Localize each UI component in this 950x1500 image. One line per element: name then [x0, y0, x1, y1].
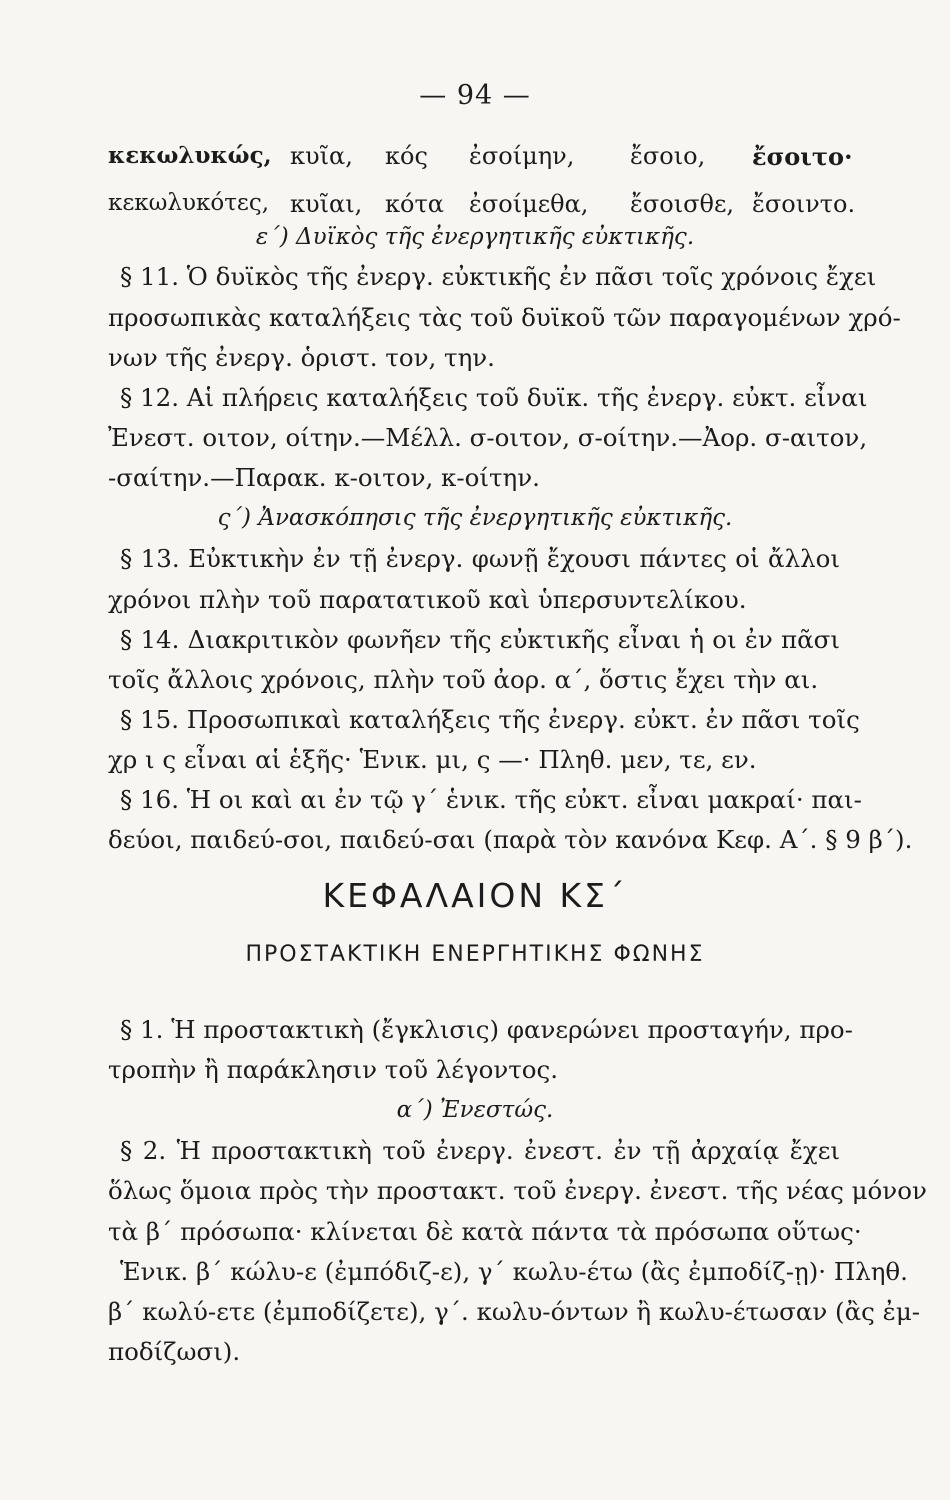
paragraph-line: Ἐνεστ. οιτον, οίτην.—Μέλλ. σ-οιτον, σ-οίτην.—Ἀορ. σ-αιτον,	[108, 423, 868, 452]
paragraph-line: § 2. Ἡ προστακτικὴ τοῦ ἐνεργ. ἐνεστ. ἐν τῇ ἀρχαίᾳ ἔχει	[120, 1136, 840, 1165]
table-cell: κεκωλυκότες,	[108, 190, 270, 216]
paragraph-line: τροπὴν ἢ παράκλησιν τοῦ λέγοντος.	[108, 1055, 559, 1084]
table-cell: ἔσοισθε,	[630, 190, 735, 218]
paragraph-line: νων τῆς ἐνεργ. ὁριστ. τον, την.	[108, 343, 495, 372]
paragraph-line: § 16. Ἡ οι καὶ αι ἐν τῷ γ΄ ἑνικ. τῆς εὐκτ. εἶναι μακραί· παι-	[120, 785, 862, 814]
table-cell: κυῖα,	[290, 142, 353, 170]
paragraph-line: χρόνοι πλὴν τοῦ παρατατικοῦ καὶ ὑπερσυντελίκου.	[108, 585, 747, 614]
table-cell: ἐσοίμεθα,	[469, 190, 589, 218]
paragraph-line: § 1. Ἡ προστακτικὴ (ἔγκλισις) φανερώνει προσταγήν, προ-	[120, 1015, 853, 1044]
paragraph-line: προσωπικὰς καταλήξεις τὰς τοῦ δυϊκοῦ τῶν παραγομένων χρό-	[108, 303, 901, 332]
section-heading: ε΄) Δυϊκὸς τῆς ἐνεργητικῆς εὐκτικῆς.	[255, 224, 695, 250]
paragraph-line: τοῖς ἄλλοις χρόνοις, πλὴν τοῦ ἀορ. α΄, ὅστις ἔχει τὴν αι.	[108, 665, 819, 694]
paragraph-line: -σαίτην.—Παρακ. κ-οιτον, κ-οίτην.	[108, 463, 540, 492]
chapter-title: ΚΕΦΑΛΑΙΟΝ ΚΣ΄	[322, 876, 628, 915]
table-cell: κυῖαι,	[290, 190, 363, 218]
paragraph-line: ὅλως ὅμοια πρὸς τὴν προστακτ. τοῦ ἐνεργ. ἐνεστ. τῆς νέας μόνον	[108, 1176, 927, 1205]
table-cell: κεκωλυκώς,	[108, 142, 272, 169]
paragraph-line: § 12. Αἱ πλήρεις καταλήξεις τοῦ δυϊκ. τῆς ἐνεργ. εὐκτ. εἶναι	[120, 383, 868, 412]
page-number: — 94 —	[419, 80, 531, 111]
paragraph-line: § 15. Προσωπικαὶ καταλήξεις τῆς ἐνεργ. εὐκτ. ἐν πᾶσι τοῖς	[120, 705, 860, 734]
paragraph-line: § 11. Ὁ δυϊκὸς τῆς ἐνεργ. εὐκτικῆς ἐν πᾶσι τοῖς χρόνοις ἔχει	[120, 262, 877, 291]
table-cell: ἔσοιο,	[630, 142, 706, 170]
section-heading: α΄) Ἐνεστώς.	[396, 1097, 554, 1123]
paragraph-line: δεύοι, παιδεύ-σοι, παιδεύ-σαι (παρὰ τὸν κανόνα Κεφ. Α΄. § 9 β΄).	[108, 825, 913, 854]
section-heading: ς΄) Ἀνασκόπησις τῆς ἐνεργητικῆς εὐκτικῆς.	[217, 505, 733, 531]
paragraph-line: χρ ι ς εἶναι αἱ ἑξῆς· Ἑνικ. μι, ς —· Πληθ. μεν, τε, εν.	[108, 745, 757, 774]
table-cell: ἐσοίμην,	[469, 142, 575, 170]
table-cell: κότα	[385, 190, 444, 218]
table-cell: ἔσοιντο.	[752, 190, 856, 218]
paragraph-line: § 14. Διακριτικὸν φωνῆεν τῆς εὐκτικῆς εἶναι ἡ οι ἐν πᾶσι	[120, 625, 840, 654]
table-cell: κός	[385, 142, 428, 170]
paragraph-line: β΄ κωλύ-ετε (ἐμποδίζετε), γ΄. κωλυ-όντων ἢ κωλυ-έτωσαν (ἂς ἐμ-	[108, 1297, 921, 1326]
paragraph-line: ποδίζωσι).	[108, 1337, 241, 1366]
chapter-subtitle: ΠΡΟΣΤΑΚΤΙΚΗ ΕΝΕΡΓΗΤΙΚΗΣ ΦΩΝΗΣ	[245, 942, 705, 967]
paragraph-line: § 13. Εὐκτικὴν ἐν τῇ ἐνεργ. φωνῇ ἔχουσι πάντες οἱ ἄλλοι	[120, 544, 840, 573]
paragraph-line: Ἑνικ. β΄ κώλυ-ε (ἐμπόδιζ-ε), γ΄ κωλυ-έτω (ἂς ἐμποδίζ-ῃ)· Πληθ.	[120, 1257, 908, 1286]
paragraph-line: τὰ β΄ πρόσωπα· κλίνεται δὲ κατὰ πάντα τὰ πρόσωπα οὕτως·	[108, 1217, 862, 1246]
table-cell: ἔσοιτο·	[752, 142, 853, 171]
